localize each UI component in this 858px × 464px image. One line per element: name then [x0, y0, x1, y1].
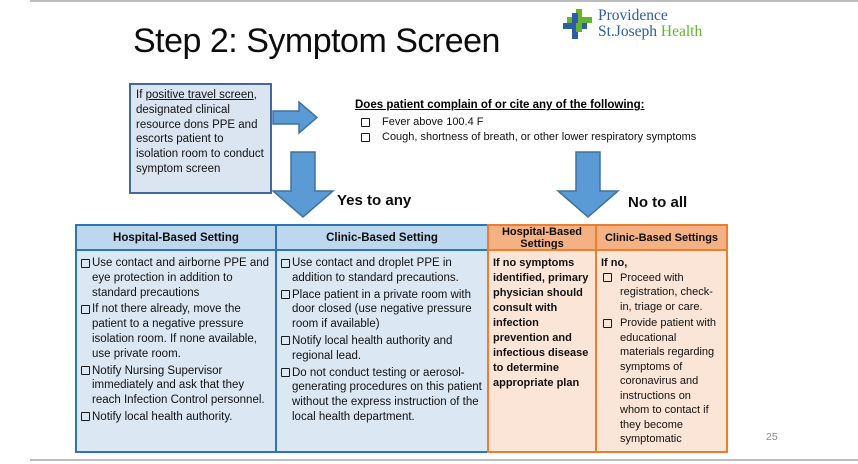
symptom-question-heading: Does patient complain of or cite any of the following: [355, 99, 645, 111]
list-item [281, 256, 483, 286]
column-body [487, 249, 597, 453]
column-clinic-yes [275, 224, 489, 453]
list-item-text: Notify Nursing Supervisor immediately and ask that they reach Infection Control personnel. [92, 364, 265, 407]
column-body [75, 249, 277, 453]
column-header: Clinic-Based Settings [595, 224, 728, 251]
checkbox-icon [281, 259, 290, 268]
branch-label-yes: Yes to any [337, 192, 412, 209]
logo-line1: Providence [598, 7, 668, 24]
column-header: Hospital-Based Setting [75, 224, 277, 251]
column-lead: If no, [601, 257, 628, 269]
column-header: Hospital-Based Settings [487, 224, 597, 251]
list-item [281, 288, 483, 332]
intro-underlined: positive travel screen [145, 89, 254, 101]
column-paragraph: If no symptoms identified, primary physician should consult with infection prevention and infectious disease to determine appropriate plan [493, 257, 589, 389]
list-item-text: Provide patient with educational materials regarding symptoms of coronavirus and instructions on whom to contact if they become symptomatic [620, 317, 716, 445]
column-hospital-no [487, 224, 597, 453]
symptom-item-cough [361, 131, 696, 143]
slide-bottom-edge [30, 459, 858, 461]
checkbox-icon [81, 259, 90, 268]
list-item-text: Proceed with registration, check-in, triage or care. [620, 271, 713, 313]
down-arrow-no-icon [556, 151, 620, 219]
list-item [601, 316, 722, 447]
list-item-text: Notify local health authority and regional lead. [292, 334, 453, 362]
symptom-item-text: Fever above 100.4 F [382, 116, 484, 128]
list-item [281, 334, 483, 364]
list-item [81, 256, 271, 300]
list-item-text: Use contact and droplet PPE in addition to standard precautions. [292, 257, 459, 284]
list-item-text: If not there already, move the patient to a negative pressure isolation room. If none available, use private room. [92, 303, 257, 360]
column-hospital-yes [75, 224, 277, 453]
checkbox-icon [281, 290, 290, 299]
checkbox-icon [361, 118, 370, 127]
list-item [81, 302, 271, 361]
column-body [595, 249, 728, 453]
list-item-text: Use contact and airborne PPE and eye protection in addition to standard precautions [92, 257, 270, 299]
list-item [81, 410, 271, 425]
page-title: Step 2: Symptom Screen [133, 22, 500, 60]
list-item-text: Do not conduct testing or aerosol-generating procedures on this patient without the express instruction of the local health department. [292, 366, 482, 423]
list-item [81, 364, 271, 408]
checkbox-icon [361, 133, 370, 142]
intro-prefix: If [136, 89, 146, 101]
branch-label-no: No to all [628, 194, 688, 211]
intro-box [129, 83, 272, 194]
checkbox-icon [81, 305, 90, 314]
logo-text [598, 8, 702, 42]
page-number: 25 [766, 431, 778, 443]
checkbox-icon [281, 368, 290, 377]
column-clinic-no [595, 224, 728, 453]
checkbox-icon [281, 336, 290, 345]
list-item [601, 271, 722, 315]
list-item-text: Notify local health authority. [92, 410, 233, 423]
right-arrow-icon [272, 100, 319, 135]
list-item-text: Place patient in a private room with door closed (use negative pressure room if available) [292, 288, 472, 331]
checkbox-icon [81, 412, 90, 421]
intro-suffix: , designated clinical resource dons PPE and escorts patient to isolation room to conduct symptom screen [136, 89, 264, 175]
symptom-item-text: Cough, shortness of breath, or other lower respiratory symptoms [382, 131, 697, 143]
down-arrow-yes-icon [271, 151, 335, 219]
providence-logo [563, 8, 702, 42]
list-item [281, 366, 483, 425]
slide-top-edge [30, 0, 858, 2]
checkbox-icon [603, 319, 612, 328]
column-body [275, 249, 489, 453]
checkbox-icon [81, 366, 90, 375]
symptom-item-fever [361, 116, 484, 128]
checkbox-icon [603, 273, 612, 282]
column-header: Clinic-Based Setting [275, 224, 489, 251]
providence-cross-icon [563, 8, 593, 42]
logo-line2: St.Joseph Health [598, 23, 703, 40]
